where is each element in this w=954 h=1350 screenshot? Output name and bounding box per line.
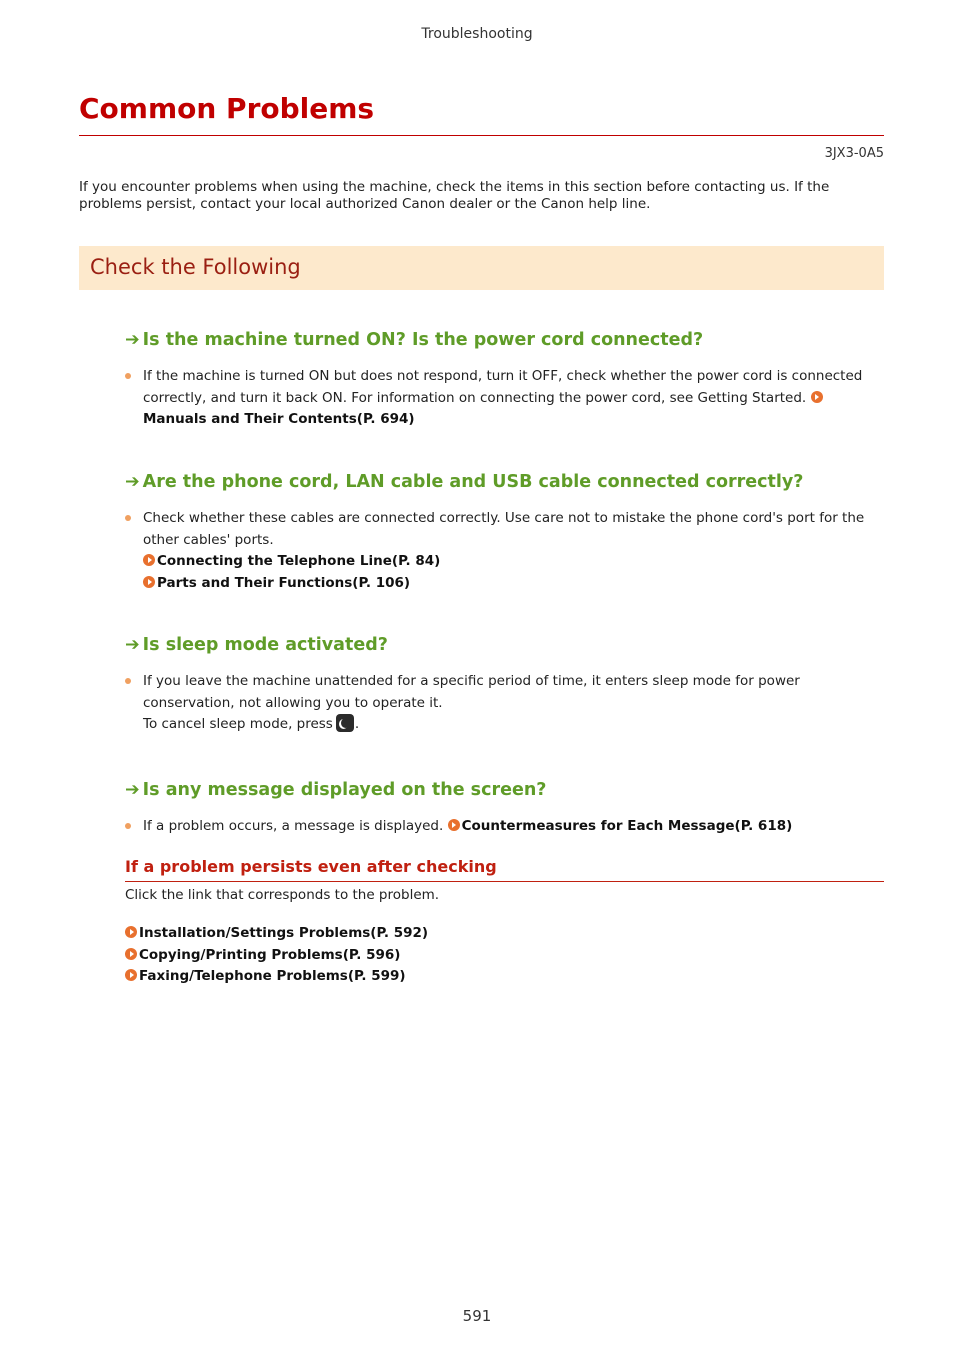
bullet-icon [125, 678, 131, 684]
bullet-icon [125, 515, 131, 521]
bullet-text: If you leave the machine unattended for a specific period of time, it enters sleep mode for power conservation, not allowing you to operate it. [143, 673, 800, 711]
arrow-right-icon: ➔ [125, 472, 140, 492]
list-item [125, 945, 428, 967]
subsection-divider [125, 881, 884, 882]
link-arrow-icon [125, 948, 137, 960]
link-arrow-icon [125, 969, 137, 981]
link-installation-settings-problems[interactable]: Installation/Settings Problems(P. 592) [139, 925, 429, 941]
list-item [125, 671, 865, 736]
link-arrow-icon [143, 554, 155, 566]
list-item [125, 923, 428, 945]
question-heading-sleep-mode [125, 635, 388, 655]
link-manuals-and-contents[interactable]: Manuals and Their Contents(P. 694) [143, 411, 415, 427]
link-countermeasures[interactable]: Countermeasures for Each Message(P. 618) [461, 818, 793, 834]
question-heading-text: Is any message displayed on the screen? [142, 780, 547, 800]
link-arrow-icon [125, 926, 137, 938]
list-item [125, 966, 428, 988]
link-faxing-telephone-problems[interactable]: Faxing/Telephone Problems(P. 599) [139, 968, 406, 984]
link-copying-printing-problems[interactable]: Copying/Printing Problems(P. 596) [139, 946, 401, 963]
sleep-instruction-text: To cancel sleep mode, press [143, 716, 333, 732]
document-code: 3JX3-0A5 [824, 146, 884, 161]
subsection-text: Click the link that corresponds to the problem. [125, 887, 440, 903]
sleep-key-icon [336, 714, 354, 732]
question-heading-text: Is sleep mode activated? [142, 635, 388, 655]
bullet-icon [125, 823, 131, 829]
question-heading-cables [125, 472, 803, 492]
running-header: Troubleshooting [421, 26, 533, 42]
question-heading-message [125, 780, 546, 800]
list-item [125, 366, 865, 431]
link-connecting-telephone-line[interactable]: Connecting the Telephone Line(P. 84) [157, 553, 441, 569]
question-heading-text: Are the phone cord, LAN cable and USB cable connected correctly? [142, 472, 804, 492]
page-number: 591 [462, 1307, 492, 1325]
section-header-check-the-following [79, 246, 884, 290]
question-heading-text: Is the machine turned ON? Is the power cord connected? [142, 330, 704, 350]
link-arrow-icon [143, 576, 155, 588]
page-title: Common Problems [79, 92, 375, 125]
list-item [125, 816, 865, 838]
sleep-instruction-end: . [354, 716, 360, 732]
subsection-heading: If a problem persists even after checking [125, 857, 497, 876]
bullet-text: Check whether these cables are connected correctly. Use care not to mistake the phone cord's port for the other cables' ports. [143, 510, 865, 548]
question-heading-power [125, 330, 703, 350]
bullet-icon [125, 373, 131, 379]
arrow-right-icon: ➔ [125, 635, 140, 655]
intro-paragraph: If you encounter problems when using the machine, check the items in this section before contacting us. If the problems persist, contact your local authorized Canon dealer or the Canon help line. [79, 179, 830, 212]
problem-links-list [125, 923, 428, 988]
link-arrow-icon [448, 819, 460, 831]
link-parts-and-functions[interactable]: Parts and Their Functions(P. 106) [157, 574, 411, 591]
bullet-text: If a problem occurs, a message is displayed. [143, 818, 444, 834]
title-divider [79, 135, 884, 136]
list-item [125, 508, 865, 594]
arrow-right-icon: ➔ [125, 330, 140, 350]
bullet-text: If the machine is turned ON but does not respond, turn it OFF, check whether the power cord is connected correctly, and turn it back ON. For information on connecting the power cord, see Getting Started. [143, 368, 863, 406]
arrow-right-icon: ➔ [125, 780, 140, 800]
link-arrow-icon [811, 391, 823, 403]
section-header-label: Check the Following [90, 255, 301, 279]
